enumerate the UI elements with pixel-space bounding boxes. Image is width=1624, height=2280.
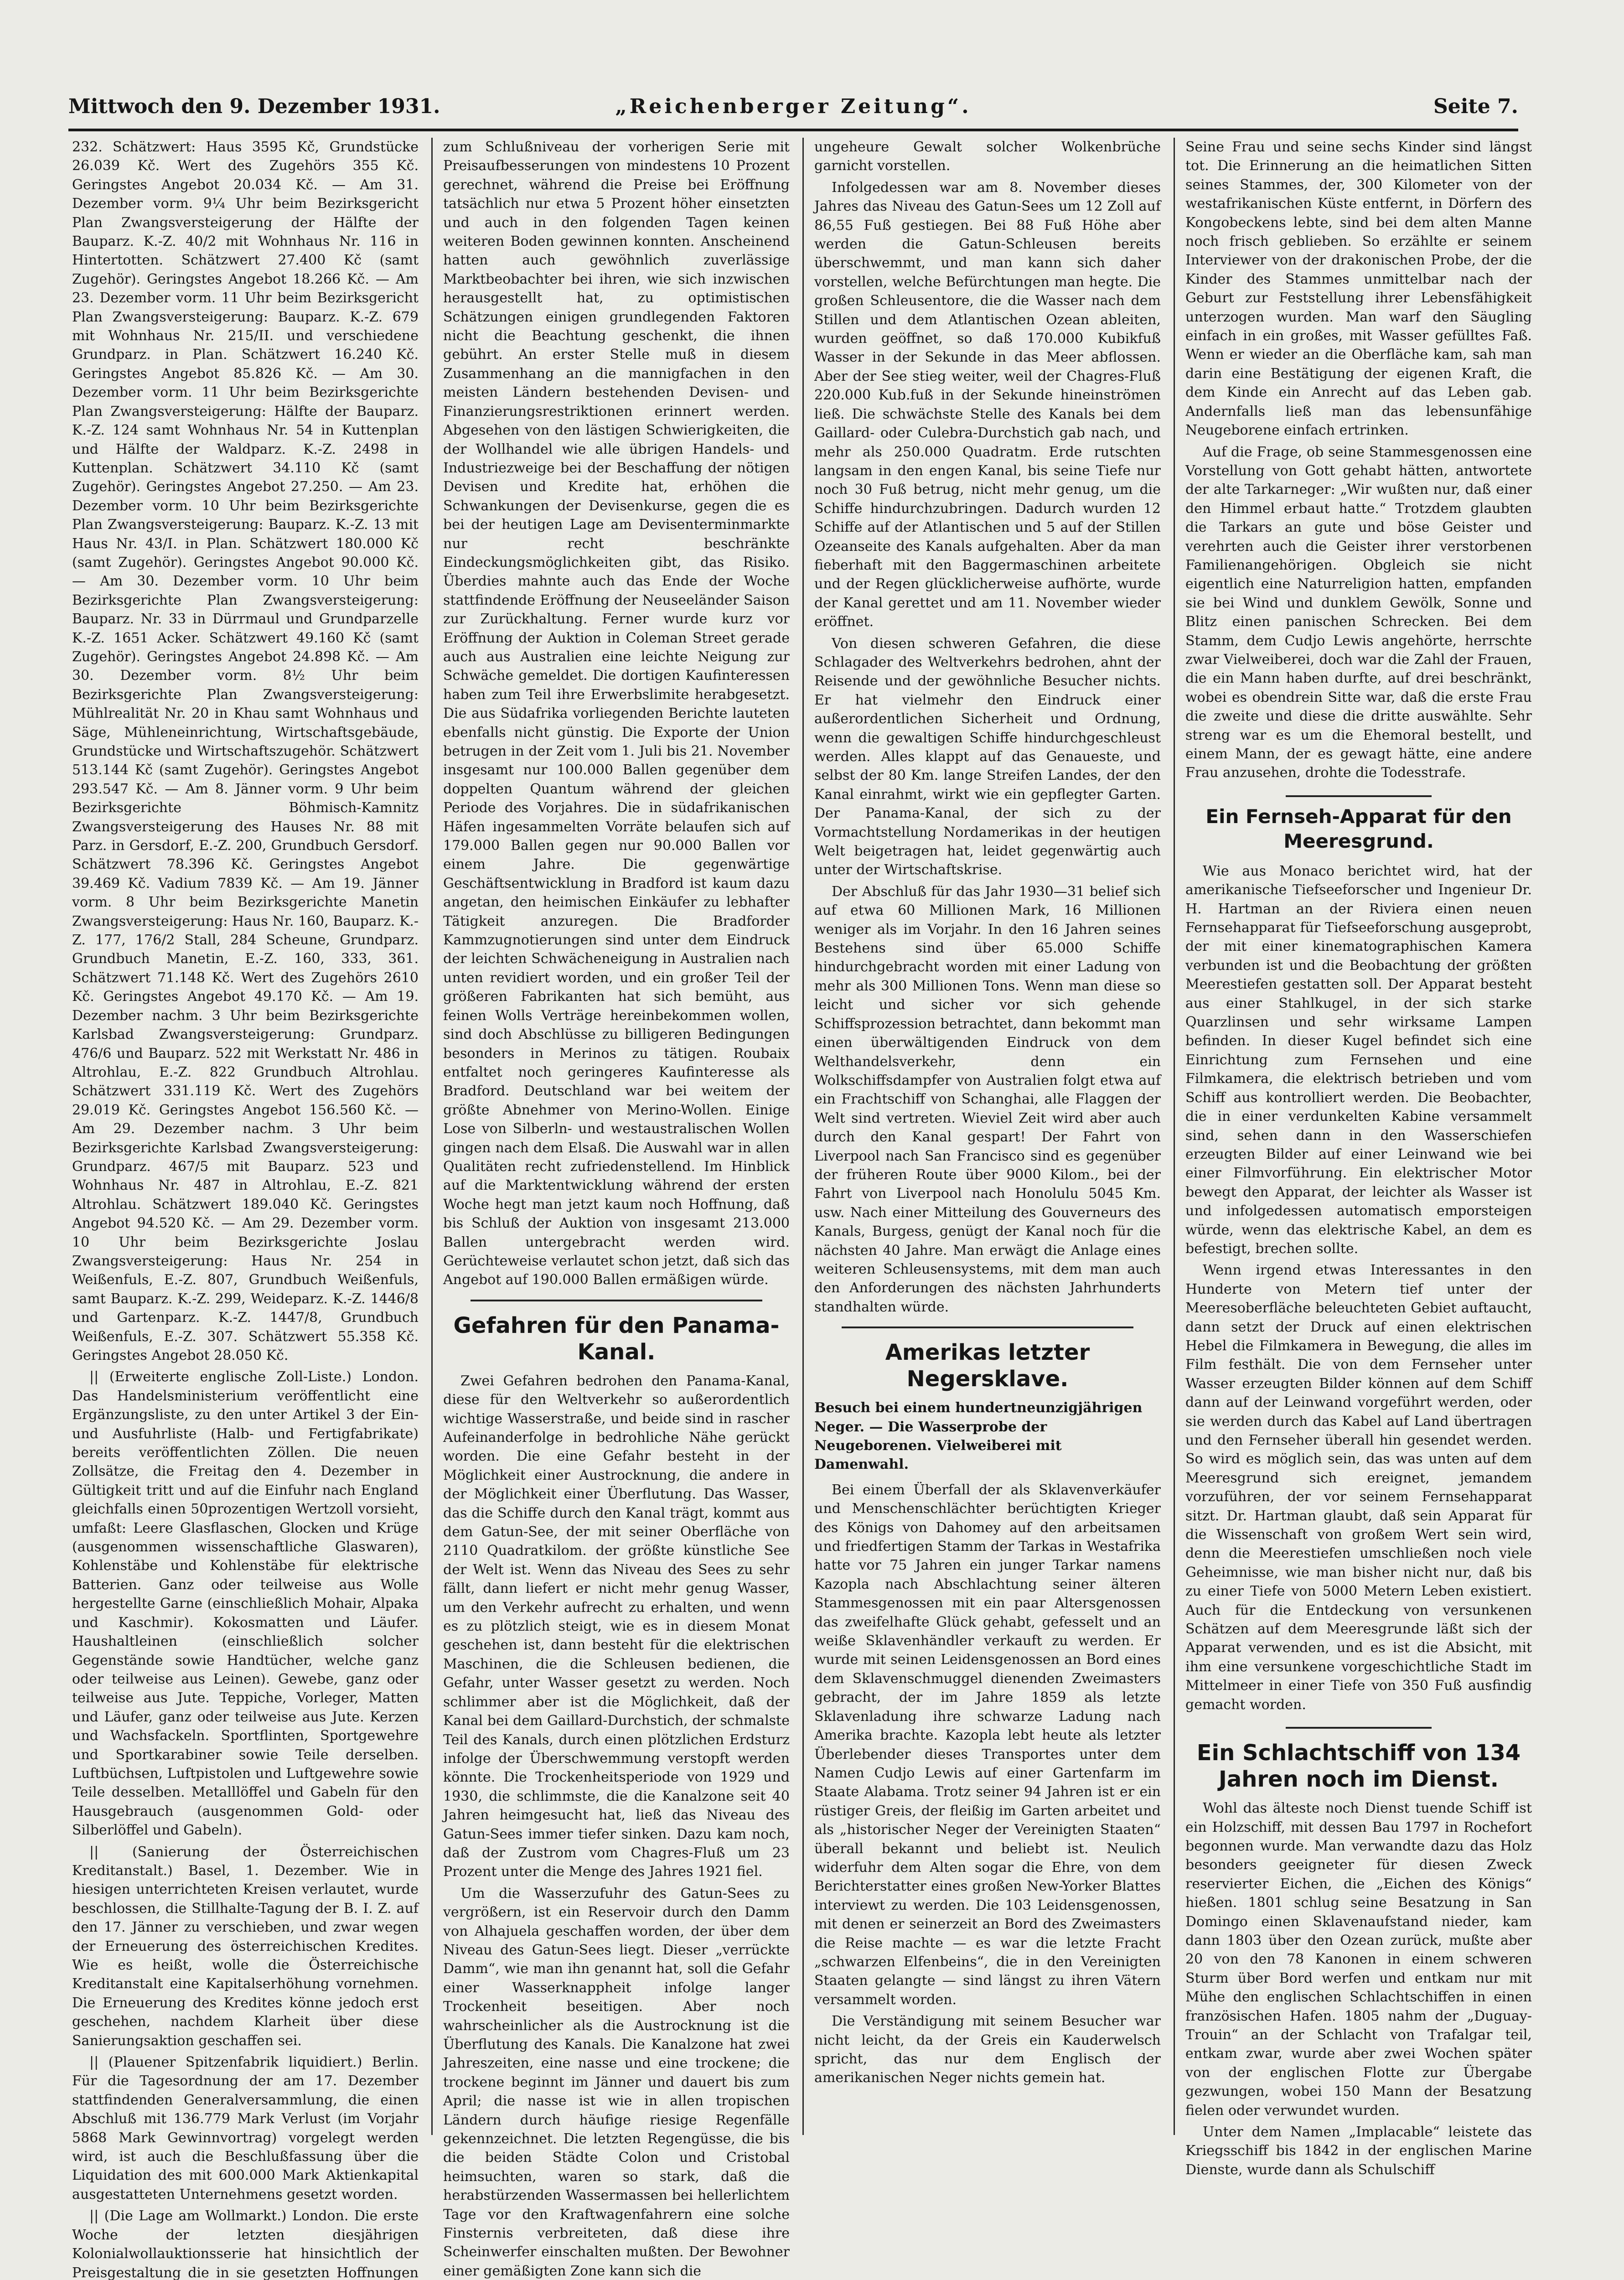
article-paragraph: Auf die Frage, ob seine Stammesgenossen eine Vorstellung von Gott gehabt hätten, antwortete der alte Tarkarneger: „Wir wußten nur, daß einer den Himmel erbaut hatte.“ Trotzdem glaubten die Tarkars an gute und böse Geister und verehrten auch die Geister ihrer verstorbenen Familienangehörigen. Obgleich sie nicht eigentlich eine Naturreligion hatten, empfanden sie bei Wind und dunklem Gewölk, Sonne und Blitz einen panischen Schrecken. Bei dem Stamm, dem Cudjo Lewis angehörte, herrschte zwar Vielweiberei, doch war die Zahl der Frauen, die ein Mann haben durfte, auf drei beschränkt, wobei es obendrein Sitte war, daß die erste Frau die zweite und diese die dritte auswählte. Sehr streng war es um die Ehemoral bestellt, und einem Mann, der es gewagt hätte, eine andere Frau anzusehen, drohte die Todesstrafe. — [1185, 444, 1532, 781]
article-heading-panama: Gefahren für den Panama-Kanal. — [453, 1312, 780, 1365]
wollmarkt-continued: zum Schlußniveau der vorherigen Serie mit Preisaufbesserungen von mindestens 10 Prozent gerechnet, während die Preise bei Eröffnung tatsächlich nur etwa 5 Prozent höher einsetzten und auch in den folgenden Tagen keinen weiteren Boden gewinnen konnten. Anscheinend hatten auch gewöhnlich zuverlässige Marktbeobachter bei ihren, wie sich inzwischen herausgestellt hat, zu optimistischen Schätzungen einigen grundlegenden Faktoren nicht die Beachtung geschenkt, die ihnen gebührt. An erster Stelle muß in diesem Zusammenhang an die mannigfachen in den meisten Ländern bestehenden Devisen- und Finanzierungsrestriktionen erinnert werden. Abgesehen von den lästigen Schwierigkeiten, die der Wollhandel wie alle übrigen Handels- und Industriezweige bei der Beschaffung der nötigen Devisen und Kredite hat, erhöhen die Schwankungen der Devisenkurse, gegen die es bei der heutigen Lage am Devisenterminmarkte nur recht beschränkte Eindeckungsmöglichkeiten gibt, das Risiko. Überdies mahnte auch das Ende der Woche stattfindende Eröffnung der Neuseeländer Saison zur Zurückhaltung. Ferner wurde kurz vor Eröffnung der Auktion in Coleman Street gerade auch aus Australien eine leichte Neigung zur Schwäche gemeldet. Die dortigen Kaufinteressen haben zum Teil ihre Erwerbslimite herabgesetzt. Die aus Südafrika vorliegenden Berichte lauteten ebenfalls nicht günstig. Die Exporte der Union betrugen in der Zeit vom 1. Juli bis 21. November insgesamt nur 100.000 Ballen gegenüber dem doppelten Quantum während der gleichen Periode des Vorjahres. Die in südafrikanischen Häfen ingesammelten Vorräte belaufen sich auf 179.000 Ballen gegen nur 90.000 Ballen vor einem Jahre. Die gegenwärtige Geschäftsentwicklung in Bradford ist kaum dazu angetan, den heimischen Einkäufer zu lebhafter Tätigkeit anzuregen. Die Bradforder Kammzugnotierungen sind unter dem Eindruck der leichten Schwächeneigung in Australien nach unten revidiert worden, und ein großer Teil der größeren Fabrikanten hat sich bemüht, aus feinen Wolls Verträge hereinbekommen wollen, sind doch Abschlüsse zu billigeren Bedingungen besonders in Merinos zu tätigen. Roubaix entfaltet noch geringeres Kaufinteresse als Bradford. Deutschland war bei weitem der größte Abnehmer von Merino-Wollen. Einige Lose von Silberln- und westaustralischen Wollen gingen nach dem Elsaß. Die Auswahl war in allen Qualitäten recht zufriedenstellend. Im Hinblick auf die Marktentwicklung während der ersten Woche hegt man jetzt kaum noch Hoffnung, daß bis Schluß der Auktion von insgesamt 213.000 Ballen untergebracht werden wird. Gerüchteweise verlautet schon jetzt, daß sich das Angebot auf 190.000 Ballen ermäßigen würde. — [443, 139, 790, 1288]
news-item-kreditanstalt: || (Sanierung der Österreichischen Kreditanstalt.) Basel, 1. Dezember. Wie in hiesigen unterrichteten Kreisen verlautet, wurde beschlossen, die Stillhalte-Tagung der B. I. Z. auf den 17. Jänner zu verschieben, und zwar wegen der Erneuerung des österreichischen Kredites. Wie es heißt, wolle die Österreichische Kreditanstalt eine Kapitalserhöhung vornehmen. Die Erneuerung des Kredites könne jedoch erst geschehen, nachdem Klarheit über diese Sanierungsaktion geschaffen sei. — [72, 1844, 419, 2049]
news-item-spitzenfabrik: || (Plauener Spitzenfabrik liquidiert.) Berlin. Für die Tagesordnung der am 17. Dezember stattfindenden Generalversammlung, die einen Abschluß mit 136.779 Mark Verlust (im Vorjahr 5868 Mark Gewinnvortrag) vorgelegt werden wird, ist auch die Beschlußfassung über die Liquidation des mit 600.000 Mark Aktienkapital ausgestatteten Unternehmens gesetzt worden. — [72, 2054, 419, 2202]
article-paragraph: Infolgedessen war am 8. November dieses Jahres das Niveau des Gatun-Sees um 12 Zoll auf 86,55 Fuß gestiegen. Bei 88 Fuß Höhe aber werden die Gatun-Schleusen bereits überschwemmt, und man kann sich daher vorstellen, welche Befürchtungen man hegte. Die großen Schleusentore, die die Wasser nach dem Stillen und dem Atlantischen Ozean ableiten, wurden geöffnet, so daß 170.000 Kubikfuß Wasser in der Sekunde in das Meer abflossen. Aber der See stieg weiter, weil der Chagres-Fluß 220.000 Kub.fuß in der Sekunde hineinströmen ließ. Die schwächste Stelle des Kanals bei dem Gaillard- oder Culebra-Durchstich gab nach, und mehr als 250.000 Quadratm. Erde rutschten langsam in den engen Kanal, bis seine Tiefe nur noch 30 Fuß betrug, nicht mehr genug, um die Schiffe hindurchzubringen. Dadurch wurden 12 Schiffe auf der Atlantischen und 5 auf der Stillen Ozeanseite des Kanals aufgehalten. Aber da man fieberhaft mit den Baggermaschinen arbeitete und der Regen glücklicherweise aufhörte, wurde der Kanal gerettet und am 11. November wieder eröffnet. — [814, 179, 1161, 630]
column-1 — [72, 138, 419, 2280]
article-paragraph: Zwei Gefahren bedrohen den Panama-Kanal, diese für den Weltverkehr so außerordentlich wichtige Wasserstraße, und beide sind in rascher Aufeinanderfolge in bedrohliche Nähe gerückt worden. Die eine Gefahr besteht in der Möglichkeit einer Austrocknung, die andere in der Möglichkeit einer Überflutung. Das Wasser, das die Schiffe durch den Kanal trägt, kommt aus dem Gatun-See, der mit seiner Oberfläche von 2110 Quadratkilom. der größte künstliche See der Welt ist. Wenn das Niveau des Sees zu sehr fällt, dann liefert er nicht mehr genug Wasser, um den Verkehr aufrecht zu erhalten, und wenn es zu plötzlich steigt, wie es in diesem Monat geschehen ist, dann besteht für die elektrischen Maschinen, die die Schleusen bedienen, die Gefahr, unter Wasser gesetzt zu werden. Noch schlimmer aber ist die Möglichkeit, daß der Kanal bei dem Gaillard-Durchstich, der schmalste Teil des Kanals, durch einen plötzlichen Erdsturz infolge der Überschwemmung verstopft werden könnte. Die Trockenheitsperiode von 1929 und 1930, die schlimmste, die die Kanalzone seit 40 Jahren heimgesucht hat, ließ das Niveau des Gatun-Sees immer tiefer sinken. Dazu kam noch, daß der Zustrom vom Chagres-Fluß um 23 Prozent unter die Menge des Jahres 1921 fiel. — [443, 1373, 790, 1880]
article-separator — [1286, 1727, 1432, 1729]
column-2 — [443, 138, 790, 2279]
column-divider — [431, 138, 433, 2135]
column-divider — [1174, 138, 1175, 2135]
column-3 — [814, 138, 1161, 2135]
page-header — [68, 95, 1518, 126]
article-paragraph: Wohl das älteste noch Dienst tuende Schiff ist ein Holzschiff, mit dessen Bau 1797 in Rochefort begonnen wurde. Man verwandte dazu das Holz besonders geeigneter für diesen Zweck reservierter Eichen, die „Eichen des Königs“ hießen. 1801 schlug seine Besatzung in San Domingo einen Sklavenaufstand nieder, kam dann 1803 über den Ozean zurück, mußte aber 20 von den 78 Kanonen in einem schweren Sturm über Bord werfen und entkam nur mit Mühe den englischen Schlachtschiffen in einen französischen Hafen. 1805 nahm der „Duguay-Trouin“ an der Schlacht von Trafalgar teil, entkam zwar, wurde aber zwei Wochen später von der englischen Flotte zur Übergabe gezwungen, wobei 150 Mann der Besatzung fielen oder verwundet wurden. — [1185, 1800, 1532, 2119]
negersklave-continued: Seine Frau und seine sechs Kinder sind längst tot. Die Erinnerung an die heimatlichen Sitten seines Stammes, der, 300 Kilometer von der westafrikanischen Küste entfernt, in Dörfern des Kongobeckens lebte, sind bei dem alten Manne noch frisch geblieben. So erzählte er seinem Interviewer von der drakonischen Probe, der die Kinder des Stammes unmittelbar nach der Geburt zur Feststellung ihrer Lebensfähigkeit unterzogen wurden. Man warf den Säugling einfach in ein großes, mit Wasser gefülltes Faß. Wenn er wieder an die Oberfläche kam, sah man darin eine Bestätigung der eigenen Kraft, die dem Kinde ein Anrecht auf das Leben gab. Andernfalls ließ man das lebensunfähige Neugeborene einfach ertrinken. — [1185, 139, 1532, 439]
article-paragraph: Der Abschluß für das Jahr 1930—31 belief sich auf etwa 60 Millionen Mark, 16 Millionen weniger als im Vorjahr. In den 16 Jahren seines Bestehens sind über 65.000 Schiffe hindurchgebracht worden mit einer Ladung von mehr als 300 Millionen Tons. Wenn man diese so leicht und sicher vor sich gehende Schiffsprozession betrachtet, dann bekommt man einen überwältigenden Eindruck von dem Welthandelsverkehr, denn ein Wolkschiffsdampfer von Australien folgt etwa auf ein Frachtschiff von Schanghai, alle Flaggen der Welt sind vertreten. Wieviel Zeit wird aber auch durch den Kanal gespart! Der Fahrt von Liverpool nach San Francisco sind es gegenüber der früheren Route über 9000 Kilom., bei der Fahrt von Liverpool nach Honolulu 5045 Km. usw. Nach einer Mitteilung des Gouverneurs des Kanals, Burgess, genügt der Kanal noch für die nächsten 40 Jahre. Man erwägt die Anlage eines weiteren Schleusensystems, mit dem man auch den Anforderungen des nächsten Jahrhunderts standhalten würde. — [814, 883, 1161, 1315]
article-paragraph: Bei einem Überfall der als Sklavenverkäufer und Menschenschlächter berüchtigten Krieger des Königs von Dahomey auf den arbeitsamen und friedfertigen Stamm der Tarkas in Westafrika hatte vor 75 Jahren ein junger Tarkar namens Kazopla nach Abschlachtung seiner älteren Stammesgenossen mit ein paar Altersgenossen das zweifelhafte Glück gehabt, gefesselt und an weiße Sklavenhändler verkauft zu werden. Er wurde mit seinen Leidensgenossen an Bord eines dem Sklavenschmuggel dienenden Zweimasters gebracht, der im Jahre 1859 als letzte Sklavenladung ihre schwarze Ladung nach Amerika brachte. Kazopla lebt heute als letzter Überlebender dieses Transportes unter dem Namen Cudjo Lewis auf einer Gartenfarm im Staate Alabama. Trotz seiner 94 Jahren ist er ein rüstiger Greis, der fleißig im Garten arbeitet und als „historischer Neger der Vereinigten Staaten“ überall bekannt und beliebt ist. Neulich widerfuhr dem Alten sogar die Ehre, von dem Berichterstatter eines großen New-Yorker Blattes interviewt zu werden. Die 103 Leidensgenossen, mit denen er seinerzeit an Bord des Zweimasters die Reise machte — es war die letzte Fracht „schwarzen Elfenbeins“, die in den Vereinigten Staaten gelangte — sind längst zu ihren Vätern versammelt worden. — [814, 1482, 1161, 2008]
panama-continued: ungeheure Gewalt solcher Wolkenbrüche garnicht vorstellen. — [814, 139, 1161, 174]
news-item-tariff: || (Erweiterte englische Zoll-Liste.) London. Das Handelsministerium veröffentlicht eine Ergänzungsliste, zu den unter Artikel 3 der Ein- und Ausfuhrliste (Halb- und Fertigfabrikate) bereits veröffentlichten Zöllen. Die neuen Zollsätze, die Freitag den 4. Dezember in Gültigkeit tritt und auf die Einfuhr nach England gleichfalls einen 50prozentigen Wertzoll vorsieht, umfaßt: Leere Glasflaschen, Glocken und Krüge (ausgenommen wissenschaftliche Glaswaren), Kohlenstäbe und Kohlenstäbe für elektrische Batterien. Ganz oder teilweise aus Wolle hergestellte Garne (einschließlich Mohair, Alpaka und Kaschmir). Kokosmatten und Läufer. Haushaltleinen (einschließlich solcher Gegenstände sowie Handtücher, welche ganz oder teilweise aus Leinen). Gewebe, ganz oder teilweise aus Jute. Teppiche, Vorleger, Matten und Läufer, ganz oder teilweise aus Jute. Kerzen und Wachsfackeln. Sportflinten, Sportgewehre und Sportkarabiner sowie Teile derselben. Luftbüchsen, Luftpistolen und Luftgewehre sowie Teile desselben. Metalllöffel und Gabeln für den Hausgebrauch (ausgenommen Gold- oder Silberlöffel und Gabeln). — [72, 1369, 419, 1839]
article-heading-fernseh: Ein Fernseh-Apparat für den Meeresgrund. — [1205, 805, 1512, 852]
article-paragraph: Die Verständigung mit seinem Besucher war nicht leicht, da der Greis ein Kauderwelsch spricht, das nur dem Englisch der amerikanischen Neger nichts gemein hat. — [814, 2013, 1161, 2086]
article-separator — [1286, 795, 1432, 797]
article-paragraph: Wie aus Monaco berichtet wird, hat der amerikanische Tiefseeforscher und Ingenieur Dr. H. Hartman an der Riviera einen neuen Fernsehapparat für Tiefseeforschung ausgeprobt, der mit einer kinematographischen Kamera verbunden ist und die Beobachtung der größten Meerestiefen gestatten soll. Der Apparat besteht aus einer Stahlkugel, in der sich starke Quarzlinsen und sehr wirksame Lampen befinden. In dieser Kugel befindet sich eine Einrichtung zum Fernsehen und eine Filmkamera, die elektrisch betrieben und vom Schiff aus kontrolliert werden. Die Beobachter, die in einer verdunkelten Kabine versammelt sind, sehen dann in den Wasserschiefen erzeugten Bilder auf einer Leinwand wie bei einer Filmvorführung. Ein elektrischer Motor bewegt den Apparat, der leichter als Wasser ist und infolgedessen automatisch emporsteigen würde, wenn das elektrische Kabel, an dem es befestigt, brechen sollte. — [1185, 863, 1532, 1257]
page-number: Seite 7. — [1433, 95, 1518, 118]
article-paragraph: Wenn irgend etwas Interessantes in den Hunderte von Metern tief unter der Meeresoberfläche beleuchteten Gebiet auftaucht, dann setzt der Druck auf einen elektrischen Hebel die Filmkamera in Bewegung, die alles im Film festhält. Die von dem Fernseher unter Wasser erzeugten Bilder können auf dem Schiff dann auf der Leinwand vorgeführt werden, oder sie werden durch das Kabel auf Land übertragen und den Fernseher überall hin gesendet werden. So wird es möglich sein, das was unten auf dem Meeresgrund sich ereignet, jemandem vorzuführen, der vor seinem Fernsehapparat sitzt. Dr. Hartman glaubt, daß sein Apparat für die Wissenschaft von großem Wert sein wird, denn die Meerestiefen umschließen noch viele Geheimnisse, wie man bisher nicht nur, daß bis zu einer Tiefe von 5000 Metern Leben existiert. Auch für die Entdeckung von versunkenen Schätzen auf dem Meeresgrunde läßt sich der Apparat verwenden, und es ist die Absicht, mit ihm eine versunkene vorgeschichtliche Stadt im Mittelmeer in einer Tiefe von 350 Fuß ausfindig gemacht worden. — [1185, 1262, 1532, 1713]
article-paragraph: Von diesen schweren Gefahren, die diese Schlagader des Weltverkehrs bedrohen, ahnt der Reisende und der gewöhnliche Besucher nichts. Er hat vielmehr den Eindruck einer außerordentlichen Sicherheit und Ordnung, wenn die gewaltigen Schiffe hindurchgeschleust werden. Alles klappt auf das Genaueste, und selbst der 80 Km. lange Streifen Landes, der den Kanal einrahmt, wirkt wie ein gepflegter Garten. Der Panama-Kanal, der sich zu der Vormachtstellung Nordamerikas in der heutigen Welt beigetragen hat, leidet gegenwärtig auch unter der Wirtschaftskrise. — [814, 635, 1161, 878]
article-heading-negersklave: Amerikas letzter Negersklave. — [885, 1340, 1090, 1392]
article-subheading: Besuch bei einem hundertneunzigjährigen Neger. — Die Wasserprobe der Neugeborenen. Vielweiberei mit Damenwahl. — [814, 1400, 1143, 1473]
newspaper-title: „Reichenberger Zeitung“. — [615, 95, 972, 118]
news-item-wollmarkt: || (Die Lage am Wollmarkt.) London. Die erste Woche der letzten diesjährigen Kolonialwollauktionsserie hat hinsichtlich der Preisgestaltung die in sie gesetzten Hoffnungen — [72, 2208, 419, 2280]
column-4 — [1185, 138, 1532, 2178]
article-paragraph: Um die Wasserzufuhr des Gatun-Sees zu vergrößern, ist ein Reservoir durch den Damm von Alhajuela geschaffen worden, der über dem Niveau des Gatun-Sees liegt. Dieser „verrückte Damm“, wie man ihn genannt hat, soll die Gefahr einer Wasserknappheit infolge langer Trockenheit beseitigen. Aber noch wahrscheinlicher als die Austrocknung ist die Überflutung des Kanals. Die Kanalzone hat zwei Jahreszeiten, eine nasse und eine trockene; die trockene beginnt im Jänner und dauert bis zum April; die nasse ist wie in allen tropischen Ländern durch häufige riesige Regenfälle gekennzeichnet. Die letzten Regengüsse, die bis die beiden Städte Colon und Cristobal heimsuchten, waren so stark, daß die herabstürzenden Wassermassen bei hellerlichtem Tage vor den Kraftwagenfahrern eine solche Finsternis verbreiteten, daß diese ihre Scheinwerfer einschalten mußten. Der Bewohner einer gemäßigten Zone kann sich die — [443, 1885, 790, 2279]
article-separator — [842, 1327, 1133, 1328]
article-heading-schlachtschiff: Ein Schlachtschiff von 134 Jahren noch im Dienst. — [1196, 1740, 1521, 1793]
auction-notices: 232. Schätzwert: Haus 3595 Kč, Grundstücke 26.039 Kč. Wert des Zugehörs 355 Kč. Geringstes Angebot 20.034 Kč. — Am 31. Dezember vorm. 9¼ Uhr beim Bezirksgericht Plan Zwangsversteigerung der Hälfte der Bauparz. K.-Z. 40/2 mit Wohnhaus Nr. 116 in Hintertotten. Schätzwert 27.400 Kč (samt Zugehör). Geringstes Angebot 18.266 Kč. — Am 23. Dezember vorm. 11 Uhr beim Bezirksgericht Plan Zwangsversteigerung: Bauparz. K.-Z. 679 mit Wohnhaus Nr. 215/II. und verschiedene Grundparz. in Plan. Schätzwert 16.240 Kč. Geringstes Angebot 85.826 Kč. — Am 30. Dezember vorm. 11 Uhr beim Bezirksgerichte Plan Zwangsversteigerung: Hälfte der Bauparz. K.-Z. 124 samt Wohnhaus Nr. 54 in Kuttenplan und Hälfte der Waldparz. K.-Z. 2498 in Kuttenplan. Schätzwert 34.110 Kč (samt Zugehör). Geringstes Angebot 27.250. — Am 23. Dezember vorm. 10 Uhr beim Bezirksgerichte Plan Zwangsversteigerung: Bauparz. K.-Z. 13 mit Haus Nr. 43/I. in Plan. Schätzwert 180.000 Kč (samt Zugehör). Geringstes Angebot 90.000 Kč. — Am 30. Dezember vorm. 10 Uhr beim Bezirksgerichte Plan Zwangsversteigerung: Bauparz. Nr. 33 in Dürrmaul und Grundparzelle K.-Z. 1651 Acker. Schätzwert 49.160 Kč (samt Zugehör). Geringstes Angebot 24.898 Kč. — Am 30. Dezember vorm. 8½ Uhr beim Bezirksgerichte Plan Zwangsversteigerung: Mühlrealität Nr. 20 in Khau samt Wohnhaus und Säge, Mühleneinrichtung, Wirtschaftsgebäude, Grundstücke und Wirtschaftszugehör. Schätzwert 513.144 Kč (samt Zugehör). Geringstes Angebot 293.547 Kč. — Am 8. Jänner vorm. 9 Uhr beim Bezirksgerichte Böhmisch-Kamnitz Zwangsversteigerung des Hauses Nr. 88 mit Parz. in Gersdorf, E.-Z. 200, Grundbuch Gersdorf. Schätzwert 78.396 Kč. Geringstes Angebot 39.469 Kč. Vadium 7839 Kč. — Am 19. Jänner vorm. 8 Uhr beim Bezirksgerichte Manetin Zwangsversteigerung: Haus Nr. 160, Bauparz. K.-Z. 177, 176/2 Stall, 284 Scheune, Grundparz. Grundbuch Manetin, E.-Z. 160, 333, 361. Schätzwert 71.148 Kč. Wert des Zugehörs 2610 Kč. Geringstes Angebot 49.170 Kč. — Am 19. Dezember nachm. 3 Uhr beim Bezirksgerichte Karlsbad Zwangsversteigerung: Grundparz. 476/6 und Bauparz. 522 mit Werkstatt Nr. 486 in Altrohlau, E.-Z. 822 Grundbuch Altrohlau. Schätzwert 331.119 Kč. Wert des Zugehörs 29.019 Kč. Geringstes Angebot 156.560 Kč. — Am 29. Dezember nachm. 3 Uhr beim Bezirksgerichte Karlsbad Zwangsversteigerung: Grundparz. 467/5 mit Bauparz. 523 und Wohnhaus Nr. 487 in Altrohlau, E.-Z. 821 Altrohlau. Schätzwert 189.040 Kč. Geringstes Angebot 94.520 Kč. — Am 29. Dezember vorm. 10 Uhr beim Bezirksgerichte Joslau Zwangsversteigerung: Haus Nr. 254 in Weißenfuls, E.-Z. 807, Grundbuch Weißenfuls, samt Bauparz. K.-Z. 299, Weideparz. K.-Z. 1446/8 und Gartenparz. K.-Z. 1447/8, Grundbuch Weißenfuls, E.-Z. 307. Schätzwert 55.358 Kč. Geringstes Angebot 28.050 Kč. — [72, 139, 419, 1363]
issue-date: Mittwoch den 9. Dezember 1931. — [68, 95, 440, 118]
header-rule — [68, 129, 1518, 131]
column-divider — [802, 138, 804, 2135]
article-paragraph: Unter dem Namen „Implacable“ leistete das Kriegsschiff bis 1842 in der englischen Marine Dienste, wurde dann als Schulschiff — [1185, 2124, 1532, 2178]
article-separator — [471, 1300, 762, 1301]
